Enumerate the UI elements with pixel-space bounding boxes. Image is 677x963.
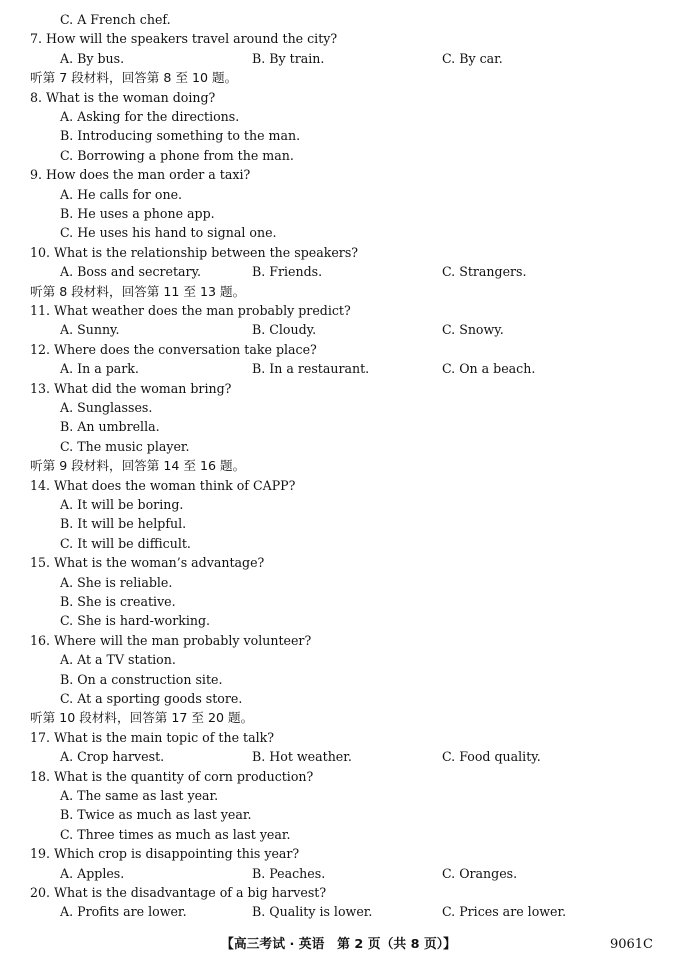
answer-option: C. He uses his hand to signal one.	[60, 225, 277, 241]
answer-option: A. He calls for one.	[60, 186, 183, 202]
answer-option: A. The same as last year.	[60, 788, 219, 803]
answer-option-line	[0, 825, 677, 844]
answer-option-line	[0, 495, 677, 514]
options-row	[0, 49, 677, 68]
answer-option-line	[0, 126, 677, 145]
question-stem: 12. Where does the conversation take place?	[30, 341, 317, 357]
section-instruction: 听第 8 段材料，回答第 11 至 13 题。	[30, 283, 246, 299]
answer-option-line	[0, 650, 677, 669]
question-stem: 10. What is the relationship between the speakers?	[30, 244, 359, 260]
answer-option-line	[0, 670, 677, 689]
answer-option: B. Hot weather.	[252, 749, 352, 765]
section-instruction: 听第 10 段材料，回答第 17 至 20 题。	[30, 710, 254, 726]
answer-option: A. Sunglasses.	[60, 400, 153, 415]
answer-option: C. By car.	[442, 50, 503, 66]
answer-option: C. Snowy.	[442, 322, 504, 338]
answer-option: B. It will be helpful.	[60, 516, 187, 532]
answer-option: A. Apples.	[60, 865, 125, 881]
answer-option: A. Boss and secretary.	[60, 264, 202, 280]
answer-option: B. Friends.	[252, 264, 323, 280]
answer-option-line	[0, 437, 677, 456]
question-stem: 14. What does the woman think of CAPP?	[30, 477, 296, 493]
answer-option: B. She is creative.	[60, 594, 176, 609]
answer-option-line	[0, 146, 677, 165]
question-stem: 20. What is the disadvantage of a big harvest?	[30, 885, 327, 900]
answer-option: A. She is reliable.	[60, 574, 173, 590]
answer-option-line	[0, 573, 677, 592]
answer-option: C. Prices are lower.	[442, 904, 567, 920]
answer-option: C. Strangers.	[442, 264, 527, 280]
answer-option-line	[0, 417, 677, 436]
answer-option-line	[0, 534, 677, 553]
answer-option: C. A French chef.	[60, 12, 171, 27]
question-stem: 11. What weather does the man probably predict?	[30, 303, 351, 318]
options-row	[0, 747, 677, 766]
question-stem: 7. How will the speakers travel around the city?	[30, 31, 338, 47]
options-row	[0, 320, 677, 339]
answer-option-line	[0, 185, 677, 204]
answer-option: B. An umbrella.	[60, 419, 160, 435]
options-row	[0, 359, 677, 378]
answer-option: B. By train.	[252, 50, 325, 66]
options-row	[0, 262, 677, 281]
section-instruction: 听第 7 段材料，回答第 8 至 10 题。	[30, 70, 238, 86]
answer-option: C. Oranges.	[442, 865, 518, 881]
answer-option-line	[0, 514, 677, 533]
answer-option-line	[0, 689, 677, 708]
answer-option-line	[0, 786, 677, 805]
answer-option: B. On a construction site.	[60, 671, 223, 687]
answer-option: A. Sunny.	[60, 322, 120, 338]
answer-option: C. At a sporting goods store.	[60, 691, 243, 706]
answer-option-line	[0, 10, 677, 29]
answer-option-line	[0, 611, 677, 630]
answer-option-line	[0, 107, 677, 126]
question-stem: 19. Which crop is disappointing this year?	[30, 846, 300, 862]
answer-option: B. Introducing something to the man.	[60, 128, 301, 144]
answer-option: B. Twice as much as last year.	[60, 807, 252, 823]
footer-exam-code: 9061C	[609, 937, 653, 952]
answer-option: B. Quality is lower.	[252, 904, 373, 920]
question-stem: 16. Where will the man probably volunteer?	[30, 632, 312, 648]
answer-option: B. Peaches.	[252, 865, 326, 881]
answer-option: A. At a TV station.	[60, 652, 176, 668]
answer-option: B. In a restaurant.	[252, 361, 370, 377]
answer-option-line	[0, 398, 677, 417]
question-stem: 18. What is the quantity of corn production?	[30, 768, 314, 784]
answer-option: C. It will be difficult.	[60, 535, 191, 551]
options-row	[0, 864, 677, 883]
answer-option: C. She is hard-working.	[60, 613, 211, 629]
question-stem: 13. What did the woman bring?	[30, 380, 232, 396]
page-footer	[0, 934, 677, 956]
answer-option: C. The music player.	[60, 438, 190, 454]
question-stem: 15. What is the woman’s advantage?	[30, 555, 265, 571]
question-stem: 9. How does the man order a taxi?	[30, 167, 251, 183]
answer-option: C. Three times as much as last year.	[60, 826, 291, 842]
answer-option: C. On a beach.	[442, 361, 536, 377]
footer-page-info: 【高三考试 · 英语 第 2 页（共 8 页）】	[221, 937, 456, 952]
answer-option: A. Asking for the directions.	[60, 109, 240, 124]
question-stem: 17. What is the main topic of the talk?	[30, 729, 275, 745]
answer-option-line	[0, 223, 677, 242]
answer-option: B. He uses a phone app.	[60, 206, 215, 221]
answer-option: C. Food quality.	[442, 749, 541, 765]
answer-option-line	[0, 204, 677, 223]
answer-option-line	[0, 805, 677, 824]
answer-option: A. It will be boring.	[60, 497, 184, 512]
answer-option: C. Borrowing a phone from the man.	[60, 147, 294, 163]
answer-option: B. Cloudy.	[252, 322, 317, 338]
answer-option: A. In a park.	[60, 361, 139, 377]
section-instruction: 听第 9 段材料，回答第 14 至 16 题。	[30, 458, 246, 474]
answer-option: A. Profits are lower.	[60, 904, 187, 920]
answer-option: A. By bus.	[60, 50, 125, 66]
answer-option: A. Crop harvest.	[60, 749, 165, 765]
question-stem: 8. What is the woman doing?	[30, 89, 216, 105]
answer-option-line	[0, 592, 677, 611]
options-row	[0, 902, 677, 921]
